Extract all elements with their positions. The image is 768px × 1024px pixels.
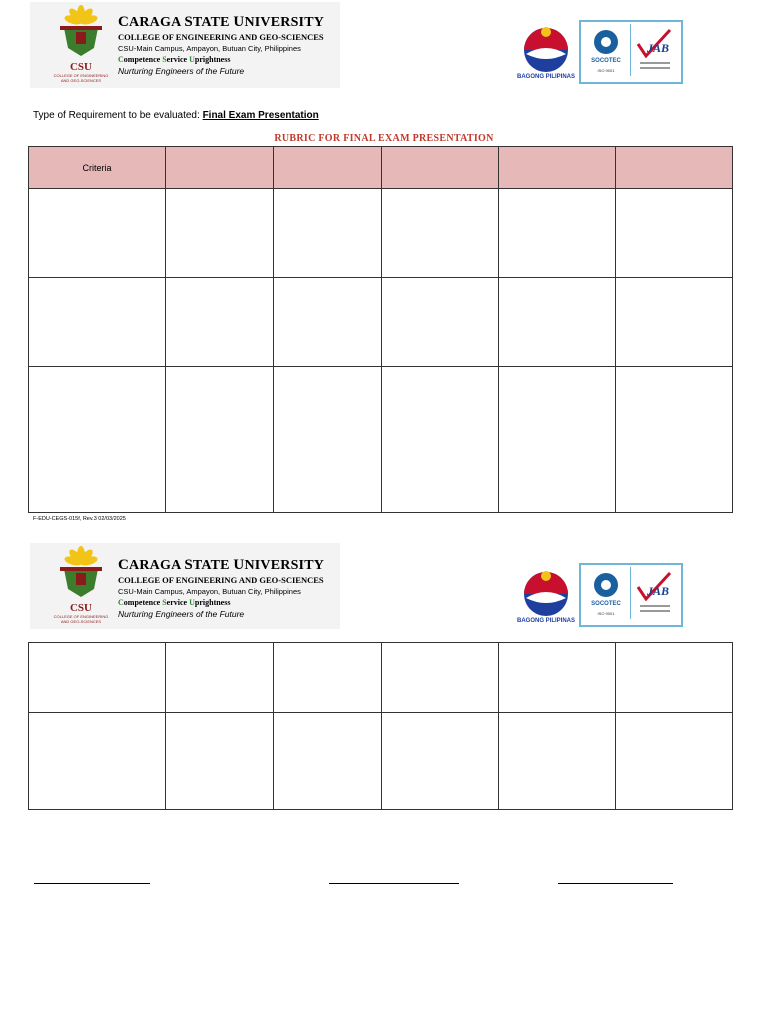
svg-text:AND GEO-SCIENCES: AND GEO-SCIENCES [60, 619, 102, 624]
school-header-text [118, 14, 348, 77]
csu-cegs-logo [50, 4, 112, 84]
table-cell [274, 643, 382, 713]
table-cell [29, 189, 166, 278]
table-row [29, 643, 733, 713]
table-cell [616, 367, 733, 513]
table-header-cell [616, 147, 733, 189]
requirement-value: Final Exam Presentation [202, 110, 319, 121]
table-cell [616, 643, 733, 713]
rubric-title: RUBRIC FOR FINAL EXAM PRESENTATION [274, 133, 494, 144]
table-cell [166, 643, 274, 713]
table-cell [29, 713, 166, 810]
svg-text:SOCOTEC: SOCOTEC [591, 601, 621, 607]
table-cell [382, 367, 499, 513]
svg-text:AND GEO-SCIENCES: AND GEO-SCIENCES [60, 78, 102, 83]
motto: Competence Service Uprightness [118, 598, 231, 607]
table-header-cell [274, 147, 382, 189]
table-cell [499, 278, 616, 367]
tagline: Nurturing Engineers of the Future [118, 66, 245, 76]
university-name: CARAGA STATE UNIVERSITY [118, 557, 325, 573]
tagline: Nurturing Engineers of the Future [118, 609, 245, 619]
signature-line [329, 883, 459, 884]
table-cell [499, 643, 616, 713]
svg-text:ISO 9001: ISO 9001 [597, 68, 615, 73]
table-cell [499, 189, 616, 278]
table-cell [499, 713, 616, 810]
certification-badges [579, 563, 683, 627]
table-cell [166, 189, 274, 278]
svg-text:COLLEGE OF ENGINEERING: COLLEGE OF ENGINEERING [53, 614, 109, 619]
svg-text:JAB: JAB [646, 41, 670, 55]
table-header-cell [382, 147, 499, 189]
svg-text:COLLEGE OF ENGINEERING: COLLEGE OF ENGINEERING [53, 73, 109, 78]
jab-badge [632, 24, 679, 76]
criteria-header: Criteria [29, 147, 166, 189]
table-header-row [29, 147, 733, 189]
table-row [29, 189, 733, 278]
table-cell [166, 713, 274, 810]
signature-line [34, 883, 150, 884]
svg-text:BAGONG PILIPINAS: BAGONG PILIPINAS [516, 618, 576, 624]
campus-address: CSU-Main Campus, Ampayon, Butuan City, Philippines [118, 44, 301, 53]
svg-text:CSU: CSU [69, 602, 93, 614]
campus-address: CSU-Main Campus, Ampayon, Butuan City, Philippines [118, 587, 301, 596]
table-header-cell [499, 147, 616, 189]
signature-line [558, 883, 673, 884]
table-cell [274, 367, 382, 513]
table-cell [166, 367, 274, 513]
table-cell [616, 189, 733, 278]
socotec-iso-badge [583, 567, 631, 619]
table-cell [616, 713, 733, 810]
table-cell [274, 713, 382, 810]
table-cell [382, 189, 499, 278]
csu-cegs-logo [50, 545, 112, 625]
rubric-table [28, 146, 733, 513]
svg-text:CSU: CSU [69, 61, 93, 73]
svg-text:BAGONG PILIPINAS: BAGONG PILIPINAS [516, 74, 576, 80]
table-cell [382, 643, 499, 713]
svg-text:JAB: JAB [646, 584, 670, 598]
table-cell [29, 367, 166, 513]
jab-badge [632, 567, 679, 619]
table-cell [499, 367, 616, 513]
table-row [29, 367, 733, 513]
table-cell [166, 278, 274, 367]
bagong-pilipinas-logo [512, 568, 580, 624]
svg-text:ISO 9001: ISO 9001 [597, 611, 615, 616]
bagong-pilipinas-logo [512, 24, 580, 80]
table-cell [29, 278, 166, 367]
table-header-cell [166, 147, 274, 189]
motto: Competence Service Uprightness [118, 55, 231, 64]
requirement-label: Type of Requirement to be evaluated: [33, 110, 200, 121]
table-cell [274, 278, 382, 367]
certification-badges [579, 20, 683, 84]
school-header-text [118, 557, 348, 620]
table-cell [29, 643, 166, 713]
form-code: F-EDU-CEGS-015f, Rev.3 02/03/2025 [33, 516, 126, 522]
college-name: COLLEGE OF ENGINEERING AND GEO-SCIENCES [118, 32, 324, 42]
table-cell [382, 713, 499, 810]
table-row [29, 278, 733, 367]
rubric-table-continued [28, 642, 733, 810]
table-cell [274, 189, 382, 278]
college-name: COLLEGE OF ENGINEERING AND GEO-SCIENCES [118, 575, 324, 585]
table-row [29, 713, 733, 810]
socotec-iso-badge [583, 24, 631, 76]
university-name: CARAGA STATE UNIVERSITY [118, 14, 325, 30]
svg-text:SOCOTEC: SOCOTEC [591, 58, 621, 64]
table-cell [616, 278, 733, 367]
table-cell [382, 278, 499, 367]
requirement-line [33, 110, 319, 121]
